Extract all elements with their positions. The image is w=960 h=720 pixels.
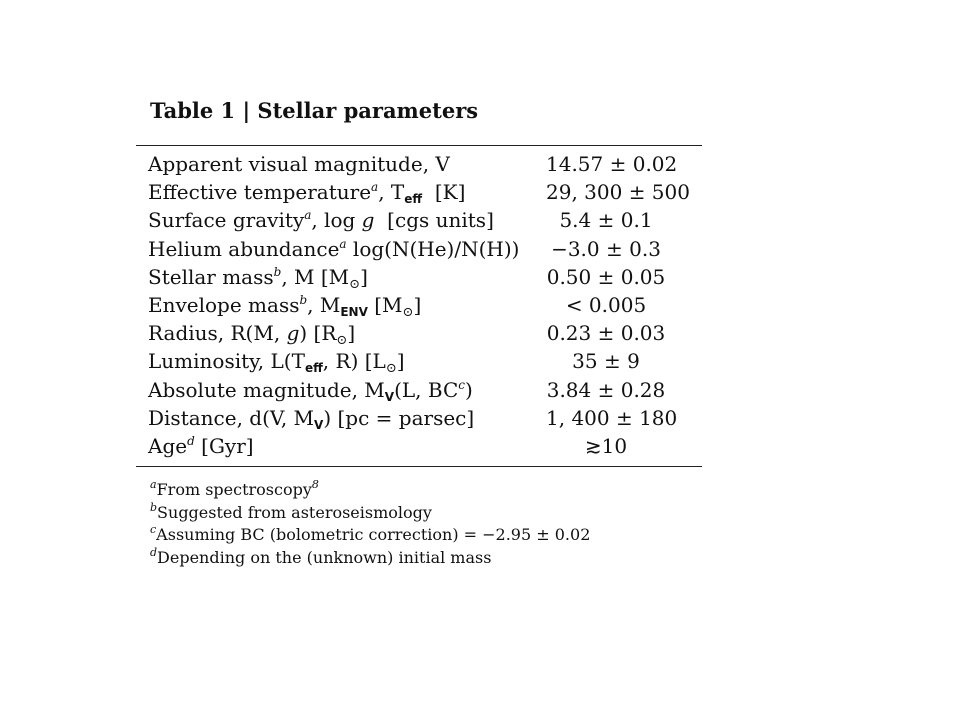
param-value: 1, 400 ± 180 bbox=[546, 405, 678, 430]
subscript: V bbox=[384, 389, 395, 404]
param-label bbox=[148, 206, 494, 234]
param-text: ] bbox=[413, 292, 422, 317]
table-row-distance bbox=[136, 404, 702, 432]
footnote-mark: c bbox=[150, 523, 157, 536]
param-text: Absolute magnitude, M bbox=[148, 377, 385, 402]
param-label bbox=[148, 319, 355, 347]
footnote-mark: b bbox=[299, 292, 308, 307]
param-label bbox=[148, 235, 519, 263]
footnote-a bbox=[150, 479, 590, 502]
param-text: ] bbox=[347, 321, 356, 346]
param-text: Apparent visual magnitude, V bbox=[148, 152, 450, 176]
table-row-luminosity bbox=[136, 347, 702, 375]
param-value: 0.50 ± 0.05 bbox=[546, 264, 666, 289]
param-value: 29, 300 ± 500 bbox=[546, 180, 690, 205]
footnote-mark: d bbox=[187, 433, 195, 448]
subscript: ⊙ bbox=[402, 304, 414, 320]
subscript: V bbox=[314, 417, 324, 432]
footnote-b bbox=[150, 502, 590, 525]
param-text: ] bbox=[396, 349, 405, 374]
table-row-envelope-mass bbox=[136, 291, 702, 319]
footnote-mark: d bbox=[150, 545, 158, 559]
param-label bbox=[148, 376, 473, 404]
param-text: Stellar mass bbox=[148, 264, 274, 289]
table-row-helium-abundance bbox=[136, 235, 702, 263]
footnote-d bbox=[150, 547, 590, 570]
subscript: eff bbox=[304, 361, 323, 376]
param-text: ) [pc = parsec] bbox=[323, 405, 475, 430]
table-row-stellar-mass bbox=[136, 263, 702, 291]
param-text: ) bbox=[464, 377, 473, 402]
param-text: , R) [L bbox=[322, 349, 386, 374]
param-value: 35 ± 9 bbox=[572, 349, 640, 374]
param-value: 14.57 ± 0.02 bbox=[546, 152, 678, 176]
param-text: log(N(He)/N(H)) bbox=[346, 236, 520, 261]
footnote-c bbox=[150, 524, 590, 547]
subscript: ENV bbox=[340, 304, 368, 319]
param-text: Luminosity, L(T bbox=[148, 349, 305, 374]
param-label bbox=[148, 432, 254, 460]
param-text: [K] bbox=[422, 180, 466, 205]
param-text: Envelope mass bbox=[148, 292, 300, 317]
param-label bbox=[148, 404, 474, 432]
footnote-mark: c bbox=[458, 377, 465, 392]
footnote-text: Suggested from asteroseismology bbox=[157, 502, 432, 522]
param-text: [Gyr] bbox=[194, 433, 254, 458]
table-footnotes bbox=[150, 479, 590, 569]
subscript: eff bbox=[404, 192, 423, 207]
param-value: −3.0 ± 0.3 bbox=[551, 236, 661, 261]
param-text: [cgs units] bbox=[374, 208, 494, 233]
table-title: Table 1 | Stellar parameters bbox=[150, 98, 479, 123]
param-label bbox=[148, 150, 450, 178]
table-bottom-rule bbox=[136, 466, 702, 467]
param-label bbox=[148, 263, 368, 291]
footnote-mark: a bbox=[371, 180, 379, 195]
table-top-rule bbox=[136, 145, 702, 146]
reference-number: 8 bbox=[311, 478, 319, 491]
footnote-mark: a bbox=[150, 478, 157, 491]
param-text: (L, BC bbox=[394, 377, 459, 402]
param-text: , M [M bbox=[281, 264, 350, 289]
param-text: Effective temperature bbox=[148, 180, 372, 205]
footnote-mark: a bbox=[339, 236, 347, 251]
param-text: , log bbox=[311, 208, 362, 233]
param-text: Surface gravity bbox=[148, 208, 305, 233]
footnote-mark: b bbox=[273, 264, 282, 279]
param-text: [M bbox=[367, 292, 403, 317]
param-text: Distance, d(V, M bbox=[148, 405, 315, 430]
param-text: ) [R bbox=[299, 321, 337, 346]
param-value: 0.23 ± 0.03 bbox=[546, 321, 666, 346]
table-row-age bbox=[136, 432, 702, 460]
footnote-text: Assuming BC (bolometric correction) = −2.95 ± 0.02 bbox=[156, 525, 591, 544]
param-label bbox=[148, 291, 421, 319]
table-row-effective-temperature bbox=[136, 178, 702, 206]
footnote-text: From spectroscopy bbox=[156, 480, 312, 499]
param-text: , M bbox=[307, 292, 341, 317]
param-text: Radius, R(M, bbox=[148, 321, 287, 346]
param-value: ≳10 bbox=[584, 433, 628, 458]
table-row-surface-gravity bbox=[136, 206, 702, 234]
param-text: ] bbox=[360, 264, 368, 289]
table-row-radius bbox=[136, 319, 702, 347]
subscript: ⊙ bbox=[385, 361, 397, 377]
table-row-apparent-magnitude bbox=[136, 150, 702, 178]
math-variable: g bbox=[286, 321, 300, 346]
param-value: 5.4 ± 0.1 bbox=[559, 208, 653, 233]
footnote-mark: b bbox=[150, 500, 158, 514]
math-variable: g bbox=[361, 208, 375, 233]
param-text: Age bbox=[148, 433, 188, 458]
footnote-text: Depending on the (unknown) initial mass bbox=[157, 547, 492, 567]
subscript: ⊙ bbox=[336, 333, 348, 349]
table-row-absolute-magnitude bbox=[136, 376, 702, 404]
param-label bbox=[148, 347, 405, 375]
param-label bbox=[148, 178, 465, 206]
param-text: , T bbox=[378, 180, 405, 205]
footnote-mark: a bbox=[304, 208, 312, 223]
table-body bbox=[136, 150, 702, 460]
param-value: 3.84 ± 0.28 bbox=[546, 377, 666, 402]
param-text: Helium abundance bbox=[148, 236, 340, 261]
param-value: < 0.005 bbox=[565, 292, 647, 317]
subscript: ⊙ bbox=[349, 276, 361, 292]
